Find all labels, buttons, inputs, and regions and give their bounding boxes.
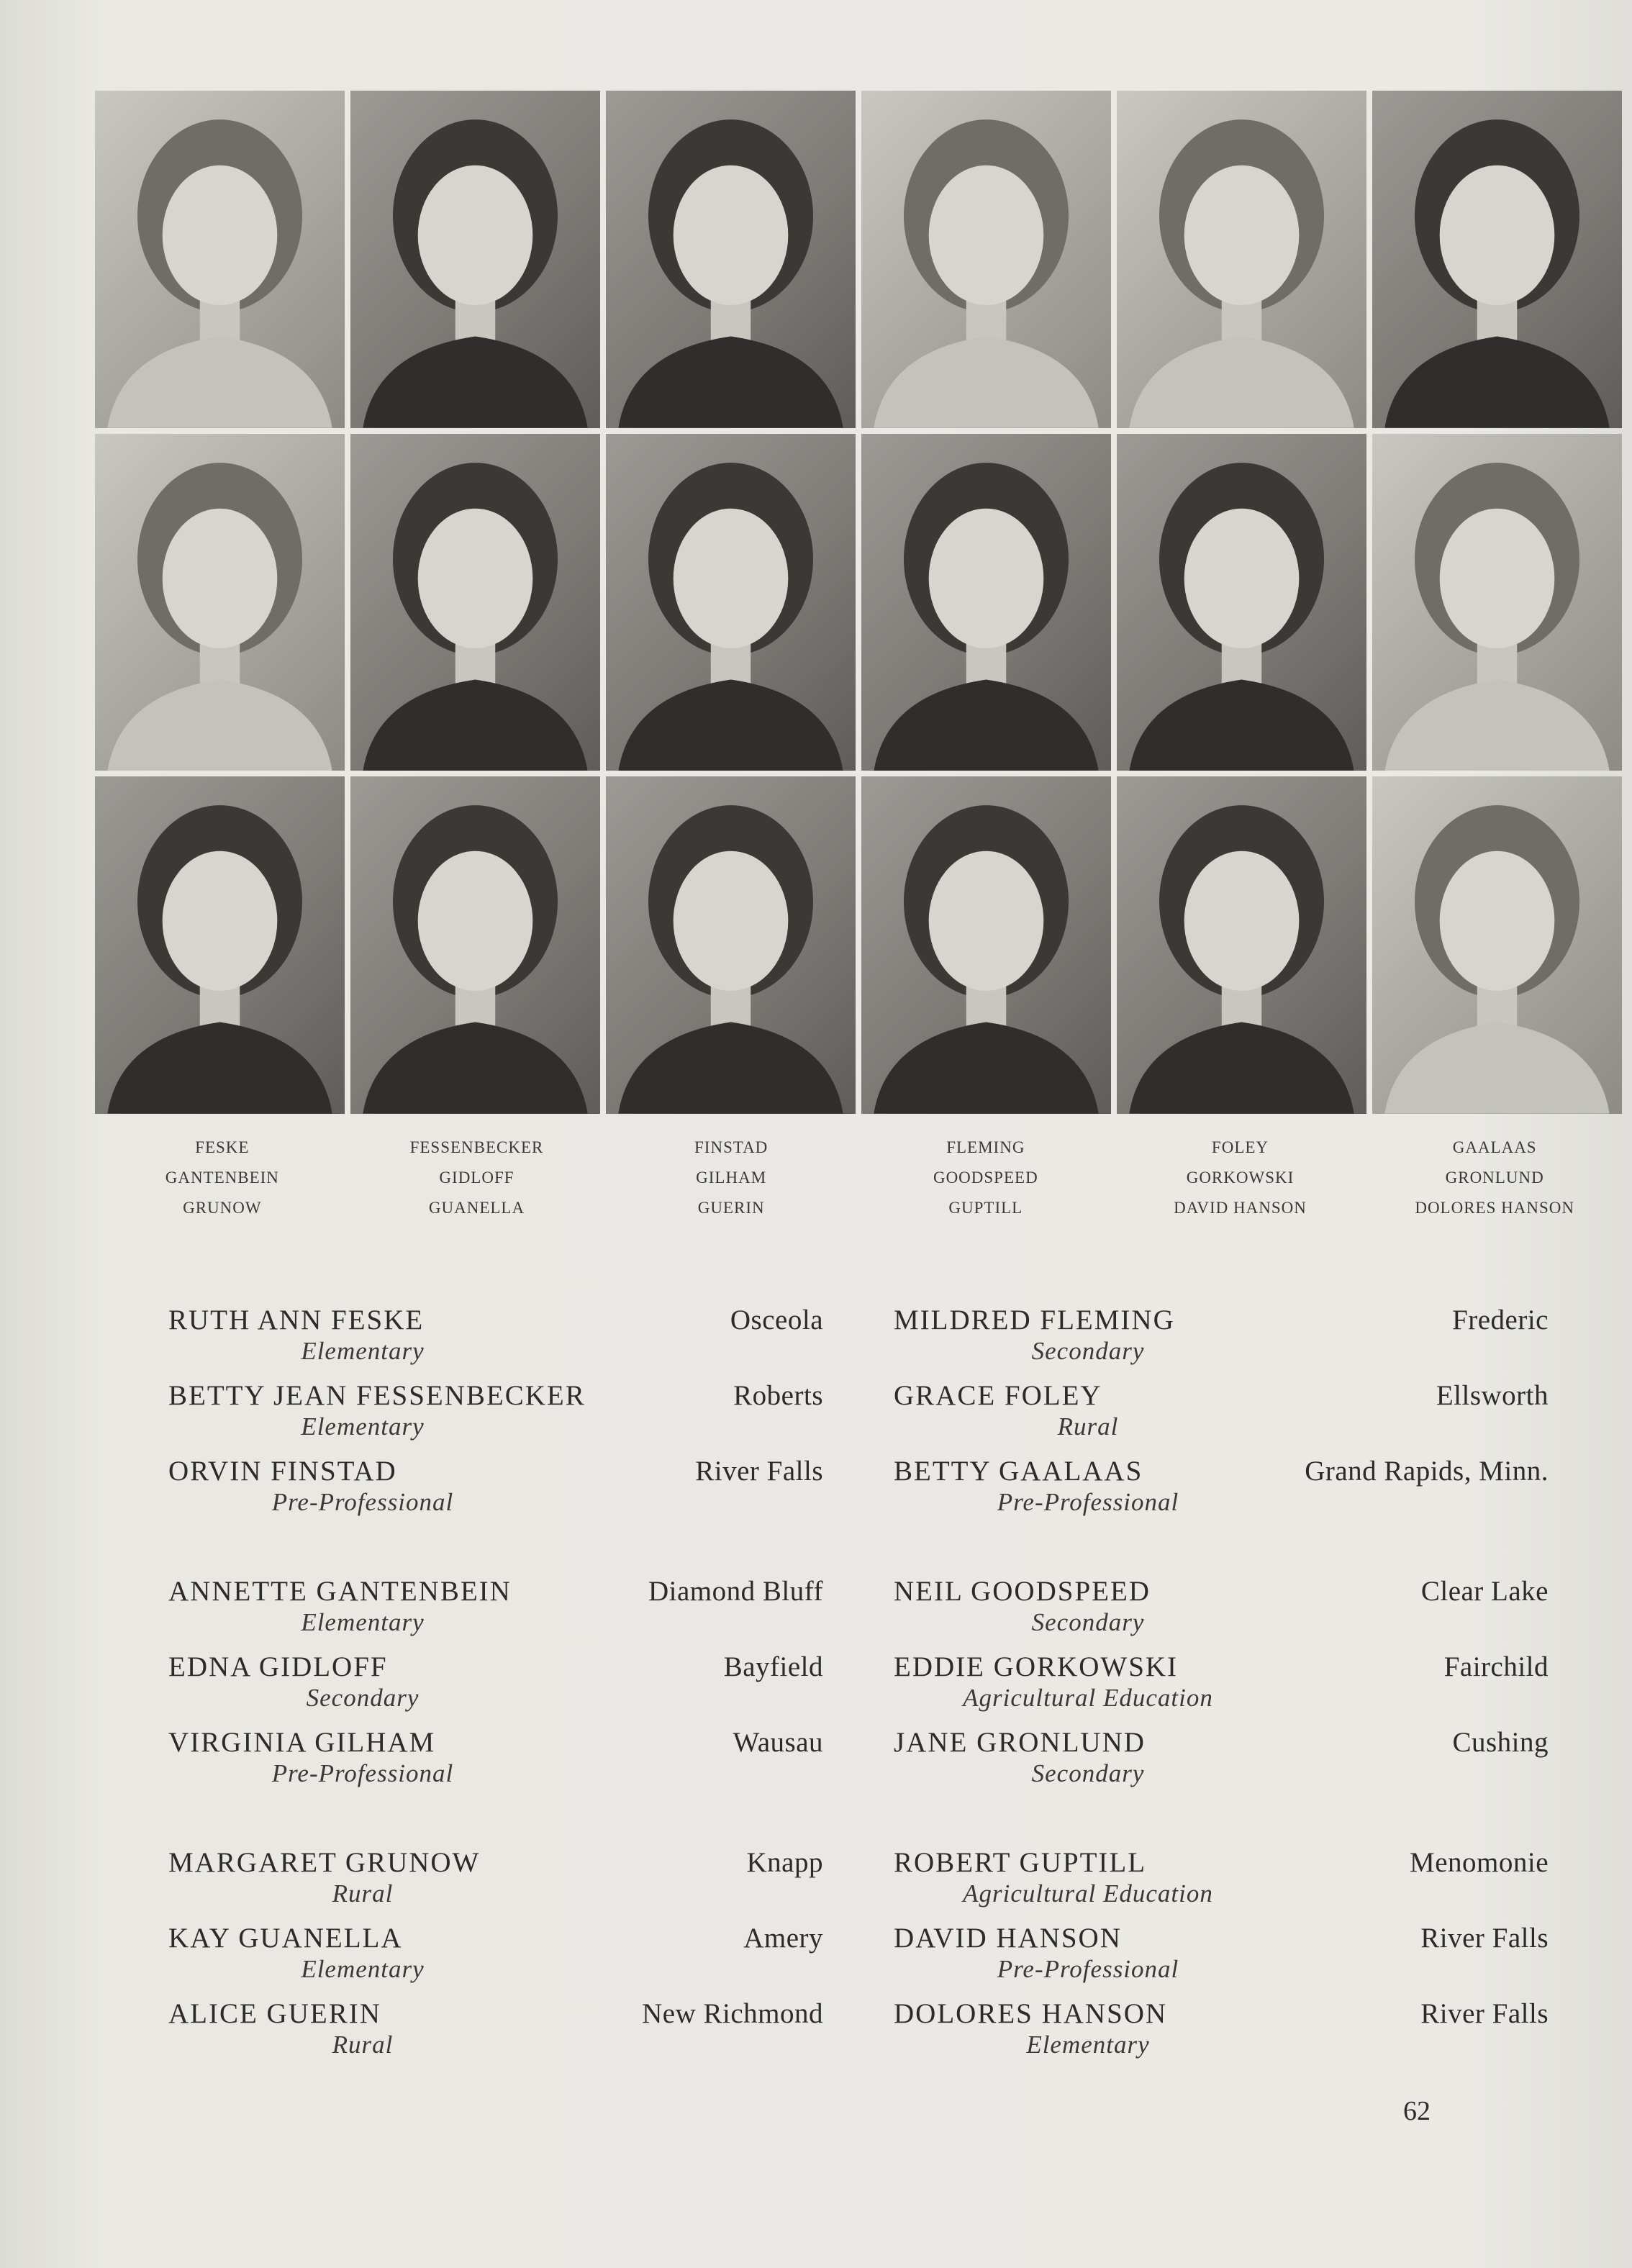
portrait-shoulders bbox=[107, 336, 332, 427]
roster-group bbox=[894, 1304, 1549, 1530]
portrait-face bbox=[1440, 851, 1555, 991]
portrait-silhouette bbox=[606, 776, 856, 1114]
caption-name: GUANELLA bbox=[428, 1199, 525, 1217]
roster-entry bbox=[168, 1455, 823, 1530]
portrait-shoulders bbox=[618, 336, 843, 427]
portrait-guptill bbox=[861, 776, 1111, 1114]
portrait-finstad bbox=[606, 91, 856, 428]
hometown: Clear Lake bbox=[1420, 1576, 1549, 1607]
roster-group bbox=[894, 1846, 1549, 2073]
portrait-shoulders bbox=[618, 679, 843, 771]
portrait-silhouette bbox=[861, 91, 1111, 428]
portrait-shoulders bbox=[107, 679, 332, 771]
roster-entry bbox=[894, 1304, 1549, 1379]
caption-name: GILHAM bbox=[696, 1169, 767, 1187]
caption-name: GAALAAS bbox=[1452, 1138, 1537, 1156]
portrait-face bbox=[929, 508, 1044, 648]
portrait-silhouette bbox=[1372, 776, 1622, 1114]
student-name: DAVID HANSON bbox=[894, 1923, 1122, 1954]
portrait-gidloff bbox=[350, 434, 600, 771]
portrait-face bbox=[1440, 165, 1555, 305]
caption-column bbox=[1367, 1133, 1622, 1223]
student-name: ROBERT GUPTILL bbox=[894, 1847, 1147, 1878]
roster-entry bbox=[894, 1575, 1549, 1651]
page-number: 62 bbox=[1403, 2096, 1431, 2126]
student-name: ANNETTE GANTENBEIN bbox=[168, 1576, 512, 1607]
caption-name: GUERIN bbox=[697, 1199, 765, 1217]
roster-entry bbox=[894, 1455, 1549, 1530]
caption-column bbox=[1113, 1133, 1368, 1223]
caption-column bbox=[604, 1133, 858, 1223]
caption-name: GRONLUND bbox=[1445, 1169, 1544, 1187]
hometown: Menomonie bbox=[1410, 1847, 1549, 1878]
portrait-gilham bbox=[606, 434, 856, 771]
portrait-silhouette bbox=[861, 434, 1111, 771]
portrait-shoulders bbox=[363, 1022, 587, 1114]
hometown: Diamond Bluff bbox=[648, 1576, 823, 1607]
portrait-silhouette bbox=[1372, 434, 1622, 771]
course: Elementary bbox=[301, 1608, 425, 1636]
hometown: River Falls bbox=[695, 1456, 823, 1487]
portrait-foley bbox=[1117, 91, 1366, 428]
portrait-shoulders bbox=[363, 679, 587, 771]
portrait-silhouette bbox=[606, 91, 856, 428]
caption-column bbox=[858, 1133, 1113, 1223]
portrait-face bbox=[1184, 508, 1300, 648]
course: Secondary bbox=[306, 1684, 420, 1712]
portrait-shoulders bbox=[107, 1022, 332, 1114]
caption-column bbox=[350, 1133, 604, 1223]
portrait-silhouette bbox=[95, 776, 345, 1114]
portrait-silhouette bbox=[1117, 776, 1366, 1114]
roster-entry bbox=[894, 1846, 1549, 1922]
roster-entry bbox=[168, 1922, 823, 1997]
caption-name: FOLEY bbox=[1211, 1138, 1269, 1156]
portrait-face bbox=[418, 165, 533, 305]
photo-captions bbox=[95, 1133, 1622, 1223]
caption-name: GIDLOFF bbox=[439, 1169, 514, 1187]
caption-name: GANTENBEIN bbox=[165, 1169, 279, 1187]
portrait-silhouette bbox=[95, 434, 345, 771]
portrait-face bbox=[929, 851, 1044, 991]
course: Rural bbox=[332, 1879, 394, 1908]
course: Elementary bbox=[301, 1337, 425, 1365]
roster-entry bbox=[894, 1726, 1549, 1802]
portrait-fleming bbox=[861, 91, 1111, 428]
hometown: Amery bbox=[743, 1923, 823, 1954]
roster-group bbox=[894, 1575, 1549, 1802]
roster-left-column bbox=[168, 1304, 823, 2118]
roster-entry bbox=[168, 1846, 823, 1922]
portrait-face bbox=[674, 508, 789, 648]
course: Rural bbox=[332, 2031, 394, 2059]
caption-name: FLEMING bbox=[946, 1138, 1025, 1156]
portrait-shoulders bbox=[618, 1022, 843, 1114]
roster-entry bbox=[168, 1379, 823, 1455]
student-name: DOLORES HANSON bbox=[894, 1998, 1168, 2029]
student-name: VIRGINIA GILHAM bbox=[168, 1727, 436, 1758]
portrait-silhouette bbox=[861, 776, 1111, 1114]
portrait-shoulders bbox=[874, 679, 1098, 771]
portrait-face bbox=[163, 508, 278, 648]
roster-group bbox=[168, 1575, 823, 1802]
portrait-shoulders bbox=[1129, 336, 1354, 427]
portrait-shoulders bbox=[1384, 679, 1609, 771]
roster-entry bbox=[168, 1304, 823, 1379]
caption-column bbox=[95, 1133, 350, 1223]
roster-entry bbox=[894, 1997, 1549, 2073]
portrait-face bbox=[1440, 508, 1555, 648]
student-name: NEIL GOODSPEED bbox=[894, 1576, 1151, 1607]
roster-entry bbox=[894, 1379, 1549, 1455]
caption-name: GOODSPEED bbox=[933, 1169, 1038, 1187]
roster-group bbox=[168, 1846, 823, 2073]
hometown: Osceola bbox=[730, 1305, 823, 1335]
hometown: Knapp bbox=[746, 1847, 823, 1878]
portrait-shoulders bbox=[874, 1022, 1098, 1114]
portrait-guerin bbox=[606, 776, 856, 1114]
hometown: Frederic bbox=[1452, 1305, 1549, 1335]
caption-name: DOLORES HANSON bbox=[1415, 1199, 1574, 1217]
course: Elementary bbox=[301, 1412, 425, 1441]
course: Agricultural Education bbox=[963, 1684, 1213, 1712]
student-name: BETTY JEAN FESSENBECKER bbox=[168, 1380, 586, 1411]
portrait-dolores-hanson bbox=[1372, 776, 1622, 1114]
course: Secondary bbox=[1031, 1608, 1145, 1636]
portrait-gorkowski bbox=[1117, 434, 1366, 771]
roster-entry bbox=[894, 1651, 1549, 1726]
portrait-face bbox=[163, 851, 278, 991]
hometown: Fairchild bbox=[1443, 1651, 1549, 1682]
portrait-shoulders bbox=[1384, 336, 1609, 427]
caption-name: GORKOWSKI bbox=[1186, 1169, 1295, 1187]
portrait-goodspeed bbox=[861, 434, 1111, 771]
student-name: EDDIE GORKOWSKI bbox=[894, 1651, 1179, 1682]
caption-name: DAVID HANSON bbox=[1174, 1199, 1307, 1217]
course: Pre-Professional bbox=[271, 1488, 454, 1516]
course: Elementary bbox=[1026, 2031, 1150, 2059]
portrait-guanella bbox=[350, 776, 600, 1114]
caption-name: GUPTILL bbox=[948, 1199, 1023, 1217]
hometown: Grand Rapids, Minn. bbox=[1305, 1456, 1549, 1487]
student-name: BETTY GAALAAS bbox=[894, 1456, 1143, 1487]
roster-entry bbox=[168, 1997, 823, 2073]
portrait-shoulders bbox=[1384, 1022, 1609, 1114]
course: Rural bbox=[1057, 1412, 1119, 1441]
portrait-face bbox=[163, 165, 278, 305]
portrait-face bbox=[1184, 851, 1300, 991]
course: Pre-Professional bbox=[271, 1759, 454, 1787]
course: Pre-Professional bbox=[997, 1955, 1179, 1983]
portrait-shoulders bbox=[363, 336, 587, 427]
portrait-gronlund bbox=[1372, 434, 1622, 771]
student-name: GRACE FOLEY bbox=[894, 1380, 1102, 1411]
portrait-silhouette bbox=[606, 434, 856, 771]
caption-name: FINSTAD bbox=[694, 1138, 769, 1156]
portrait-shoulders bbox=[1129, 679, 1354, 771]
portrait-silhouette bbox=[1117, 91, 1366, 428]
hometown: Wausau bbox=[733, 1727, 823, 1758]
course: Pre-Professional bbox=[997, 1488, 1179, 1516]
portrait-face bbox=[418, 508, 533, 648]
course: Elementary bbox=[301, 1955, 425, 1983]
roster-right-column bbox=[894, 1304, 1549, 2118]
hometown: Ellsworth bbox=[1436, 1380, 1549, 1411]
student-name: MILDRED FLEMING bbox=[894, 1305, 1175, 1335]
caption-name: FESKE bbox=[195, 1138, 250, 1156]
portrait-silhouette bbox=[350, 776, 600, 1114]
portrait-gantenbein bbox=[95, 434, 345, 771]
hometown: River Falls bbox=[1420, 1923, 1549, 1954]
portrait-face bbox=[674, 851, 789, 991]
portrait-david-hanson bbox=[1117, 776, 1366, 1114]
roster-entry bbox=[168, 1651, 823, 1726]
portrait-grid bbox=[95, 91, 1622, 1114]
caption-name: GRUNOW bbox=[183, 1199, 262, 1217]
portrait-face bbox=[1184, 165, 1300, 305]
course: Agricultural Education bbox=[963, 1879, 1213, 1908]
portrait-fessenbecker bbox=[350, 91, 600, 428]
hometown: Roberts bbox=[733, 1380, 823, 1411]
portrait-silhouette bbox=[350, 91, 600, 428]
portrait-silhouette bbox=[1117, 434, 1366, 771]
portrait-gaalaas bbox=[1372, 91, 1622, 428]
portrait-grunow bbox=[95, 776, 345, 1114]
portrait-silhouette bbox=[1372, 91, 1622, 428]
portrait-face bbox=[418, 851, 533, 991]
student-name: ORVIN FINSTAD bbox=[168, 1456, 397, 1487]
roster-entry bbox=[168, 1726, 823, 1802]
student-name: MARGARET GRUNOW bbox=[168, 1847, 481, 1878]
student-name: EDNA GIDLOFF bbox=[168, 1651, 388, 1682]
course: Secondary bbox=[1031, 1337, 1145, 1365]
portrait-shoulders bbox=[1129, 1022, 1354, 1114]
student-name: ALICE GUERIN bbox=[168, 1998, 381, 2029]
portrait-silhouette bbox=[350, 434, 600, 771]
portrait-face bbox=[929, 165, 1044, 305]
portrait-face bbox=[674, 165, 789, 305]
hometown: New Richmond bbox=[642, 1998, 823, 2029]
portrait-silhouette bbox=[95, 91, 345, 428]
student-name: KAY GUANELLA bbox=[168, 1923, 403, 1954]
course: Secondary bbox=[1031, 1759, 1145, 1787]
hometown: Bayfield bbox=[723, 1651, 823, 1682]
roster-group bbox=[168, 1304, 823, 1530]
student-name: RUTH ANN FESKE bbox=[168, 1305, 425, 1335]
caption-name: FESSENBECKER bbox=[409, 1138, 544, 1156]
roster-entry bbox=[168, 1575, 823, 1651]
hometown: Cushing bbox=[1452, 1727, 1549, 1758]
hometown: River Falls bbox=[1420, 1998, 1549, 2029]
student-name: JANE GRONLUND bbox=[894, 1727, 1146, 1758]
roster-entry bbox=[894, 1922, 1549, 1997]
portrait-shoulders bbox=[874, 336, 1098, 427]
portrait-feske bbox=[95, 91, 345, 428]
